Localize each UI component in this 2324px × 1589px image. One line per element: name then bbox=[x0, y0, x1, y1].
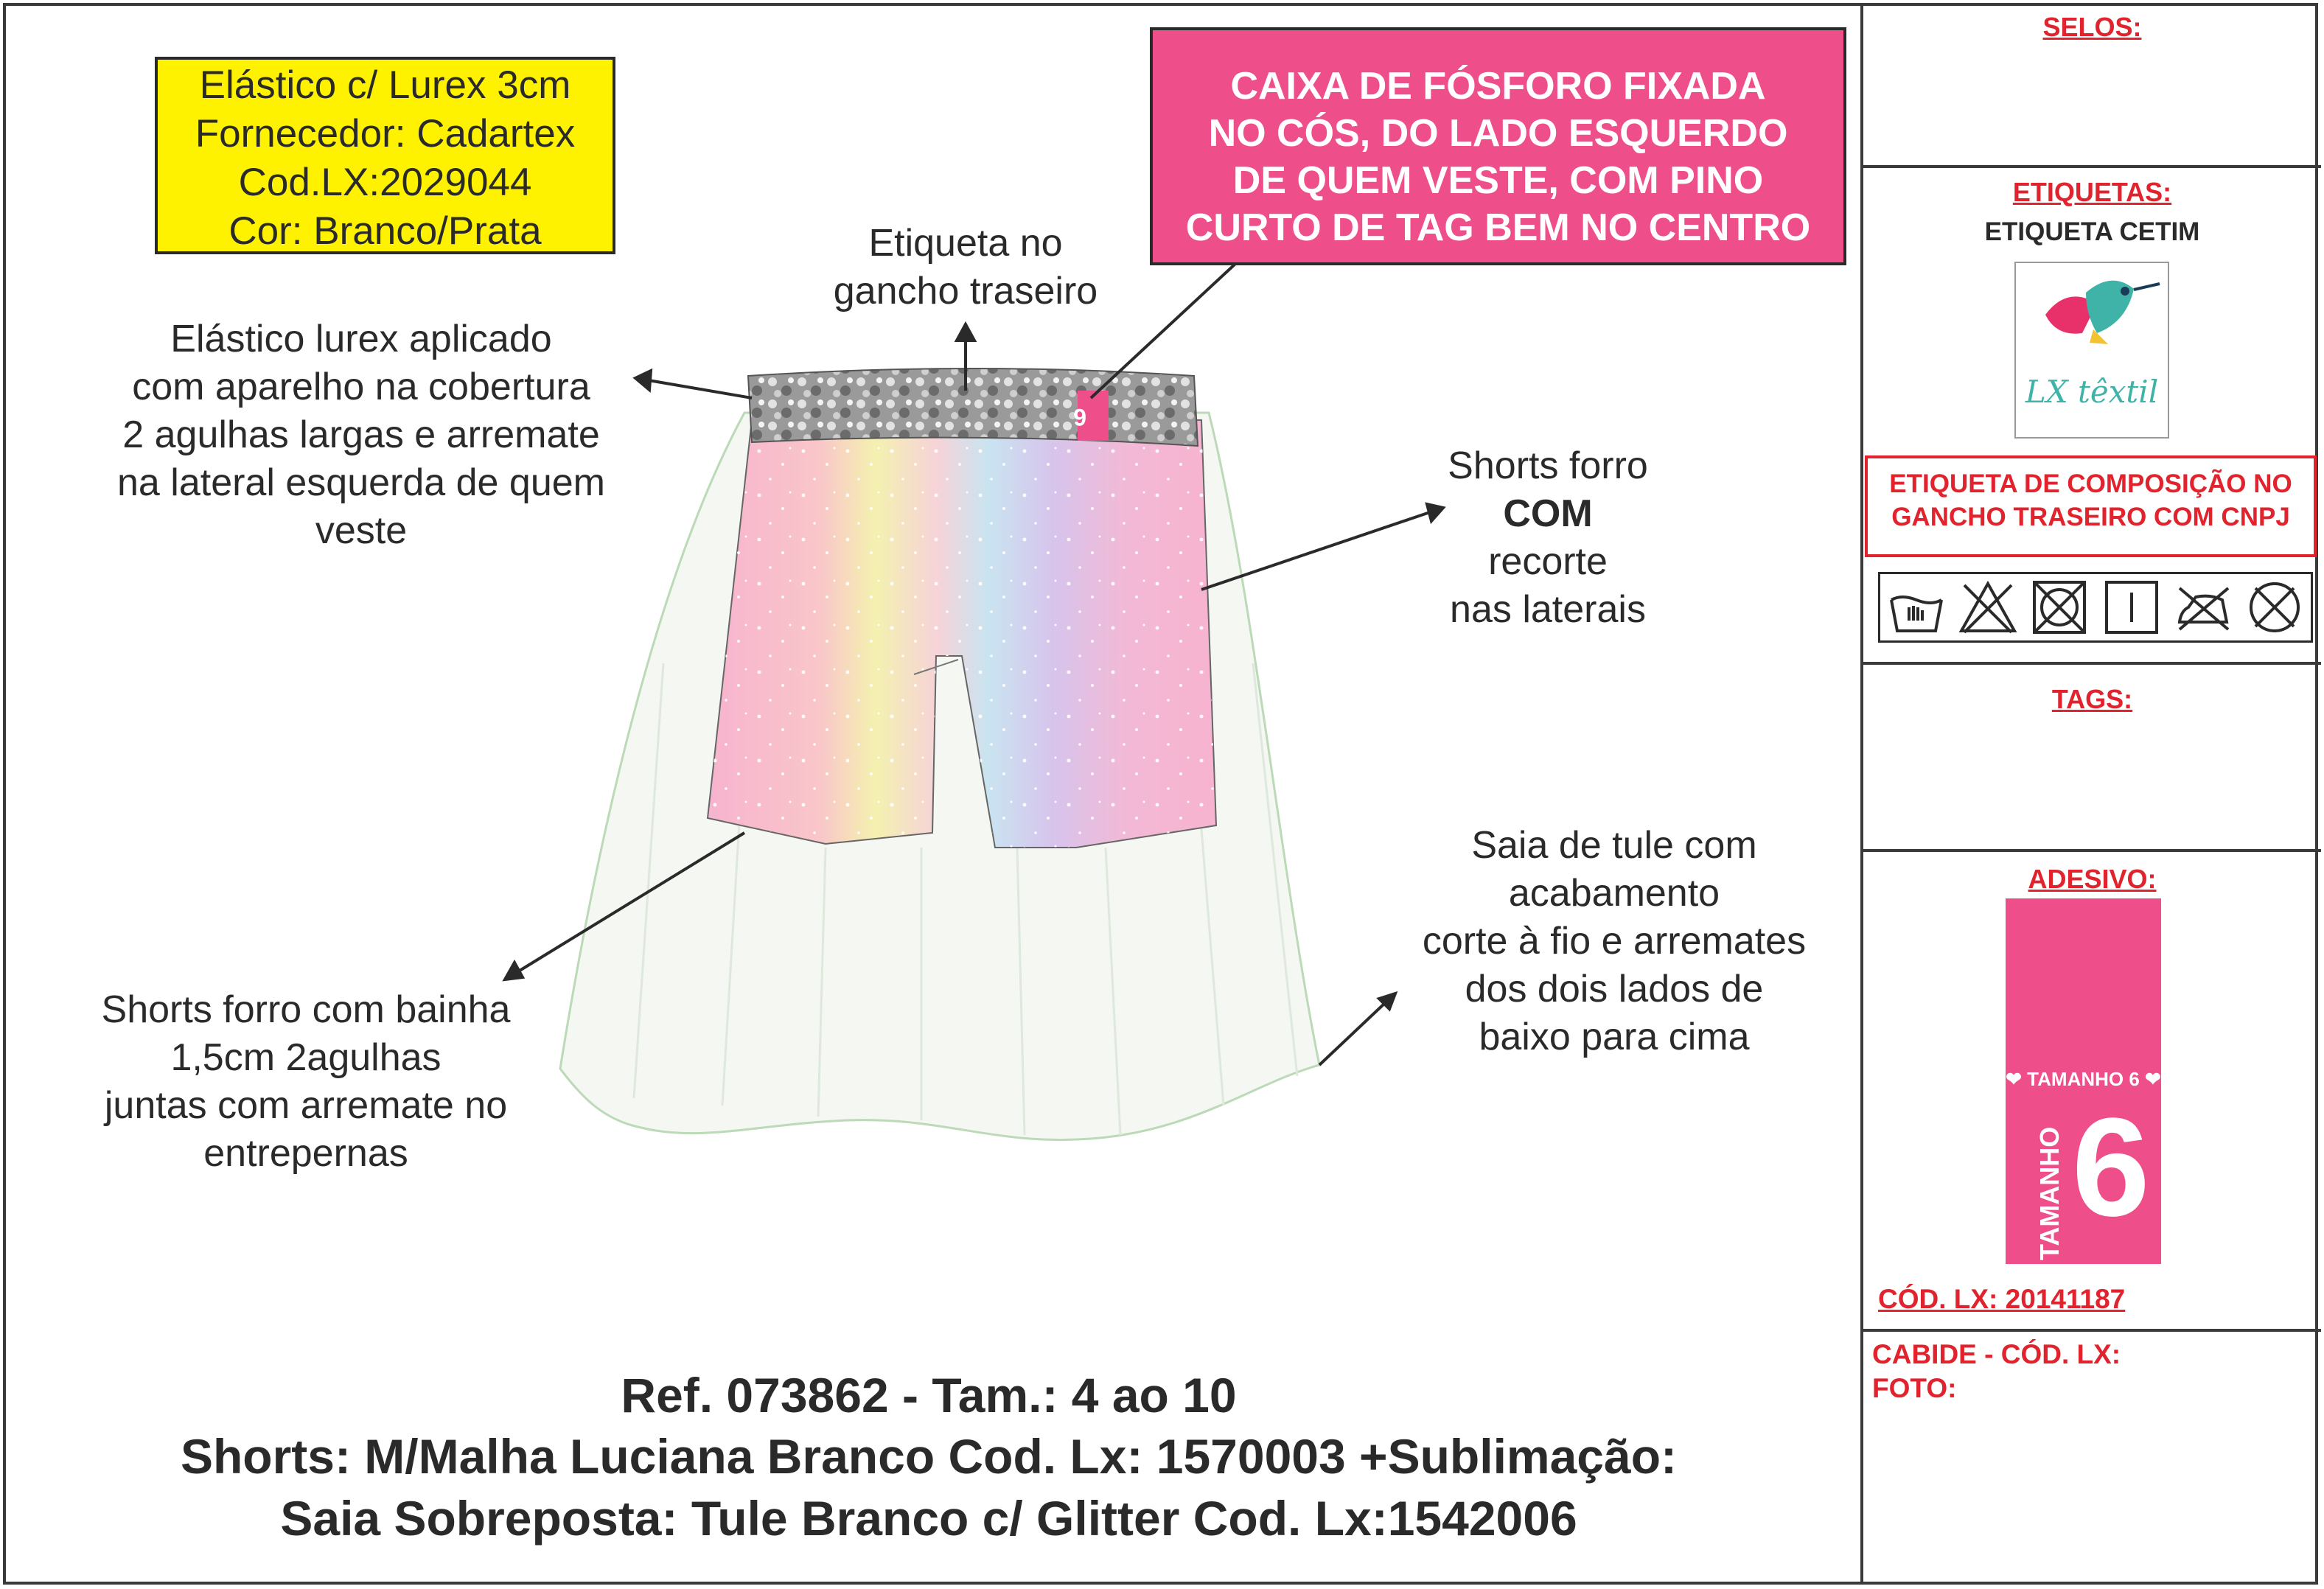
instruction-line: NO CÓS, DO LADO ESQUERDO bbox=[1208, 112, 1788, 155]
matchbox-instruction-box bbox=[1150, 27, 1846, 265]
note-saia-tule: Saia de tule com acabamento corte à fio e arremates dos dois lados de baixo para cima bbox=[1422, 824, 1807, 1058]
no-tumble-dry-icon bbox=[2030, 578, 2089, 637]
sidebar-separator bbox=[1862, 1329, 2321, 1332]
satin-label-logo bbox=[2014, 262, 2169, 439]
hummingbird-icon bbox=[2016, 263, 2168, 374]
sticker-top-text: ❤ TAMANHO 6 ❤ bbox=[2006, 1068, 2161, 1090]
material-info-box bbox=[155, 57, 615, 254]
etiqueta-cetim-label: ETIQUETA CETIM bbox=[1984, 217, 2200, 246]
code-line: Cod.LX:2029044 bbox=[238, 161, 532, 204]
material-line: Elástico c/ Lurex 3cm bbox=[199, 63, 571, 107]
color-line: Cor: Branco/Prata bbox=[228, 209, 542, 253]
instruction-line: CURTO DE TAG BEM NO CENTRO bbox=[1185, 206, 1811, 249]
foto-label: FOTO: bbox=[1872, 1373, 1957, 1403]
svg-text:6: 6 bbox=[1073, 404, 1086, 430]
shorts-fabric-line: Shorts: M/Malha Luciana Branco Cod. Lx: 1570003 +Sublimação: bbox=[180, 1429, 1678, 1484]
adesivo-title: ADESIVO: bbox=[2028, 864, 2157, 894]
hanger-photo-section bbox=[1872, 1338, 2121, 1405]
instruction-line: DE QUEM VESTE, COM PINO bbox=[1232, 159, 1764, 202]
reference-line: Ref. 073862 - Tam.: 4 ao 10 bbox=[621, 1368, 1237, 1422]
no-iron-icon bbox=[2174, 578, 2233, 637]
skirt-fabric-line: Saia Sobreposta: Tule Branco c/ Glitter Cod. Lx:1542006 bbox=[280, 1491, 1577, 1546]
no-bleach-icon bbox=[1958, 578, 2017, 637]
tags-title: TAGS: bbox=[2051, 684, 2133, 714]
care-symbols bbox=[1878, 572, 2313, 643]
supplier-line: Fornecedor: Cadartex bbox=[195, 112, 576, 156]
lurex-waistband bbox=[748, 369, 1198, 446]
size-sticker bbox=[2006, 898, 2161, 1264]
cabide-label: CABIDE - CÓD. LX: bbox=[1872, 1339, 2121, 1369]
no-dry-clean-icon bbox=[2245, 578, 2304, 637]
selos-title: SELOS: bbox=[2042, 12, 2142, 42]
note-etiqueta-gancho: Etiqueta no gancho traseiro bbox=[833, 222, 1098, 312]
sticker-vertical-text: TAMANHO bbox=[2034, 1126, 2065, 1260]
note-shorts-recorte: Shorts forro COM recorte nas laterais bbox=[1448, 444, 1648, 631]
line-dry-icon bbox=[2102, 578, 2161, 637]
etiquetas-title: ETIQUETAS: bbox=[2012, 177, 2172, 207]
sticker-size-number: 6 bbox=[2072, 1089, 2150, 1246]
composition-label-note: ETIQUETA DE COMPOSIÇÃO NO GANCHO TRASEIRO COM CNPJ bbox=[1865, 455, 2317, 557]
instruction-line: CAIXA DE FÓSFORO FIXADA bbox=[1230, 65, 1766, 108]
sidebar-separator bbox=[1862, 165, 2321, 168]
sidebar-separator bbox=[1862, 849, 2321, 852]
note-elastico-lurex: Elástico lurex aplicado com aparelho na cobertura 2 agulhas largas e arremate na lateral esquerda de quem veste bbox=[116, 318, 605, 552]
hand-wash-icon bbox=[1887, 578, 1946, 637]
sidebar-separator bbox=[1862, 662, 2321, 665]
note-shorts-bainha: Shorts forro com bainha 1,5cm 2agulhas juntas com arremate no entrepernas bbox=[101, 988, 511, 1175]
logo-text: LX têxtil bbox=[2025, 374, 2159, 410]
sticker-code: CÓD. LX: 20141187 bbox=[1878, 1284, 2126, 1314]
